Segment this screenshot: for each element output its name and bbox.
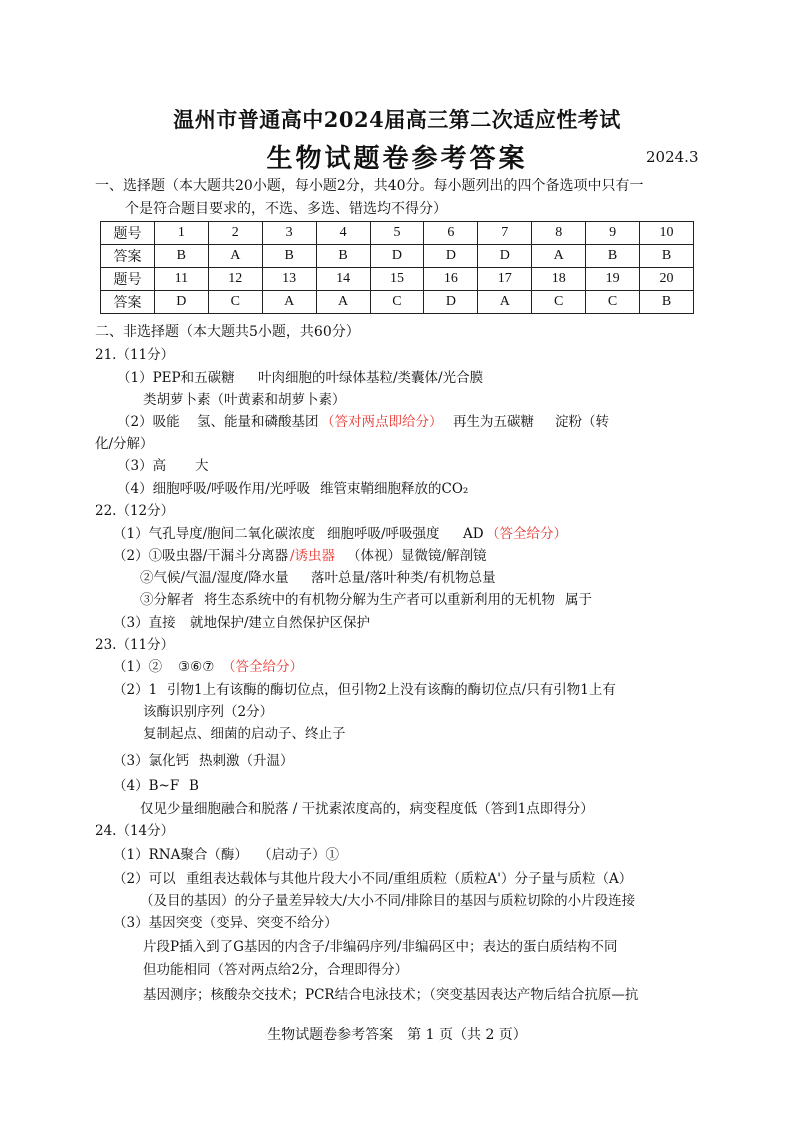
cell: A bbox=[262, 291, 316, 314]
cell: B bbox=[154, 245, 208, 268]
answer-text: （2）吸能 bbox=[117, 414, 180, 430]
answer-text: （3）直接 bbox=[113, 615, 176, 631]
scoring-note: （答对两点即给分） bbox=[321, 414, 443, 430]
answer-text: 氢、能量和磷酸基团 bbox=[197, 414, 319, 430]
table-row bbox=[101, 222, 694, 245]
answer-text: （3）基因突变（变异、突变不给分） bbox=[113, 915, 338, 931]
cell: C bbox=[208, 291, 262, 314]
answer-text: （2）①吸虫器/干漏斗分离器 bbox=[113, 548, 289, 564]
row-label: 答案 bbox=[101, 291, 155, 314]
cell: A bbox=[532, 245, 586, 268]
cell: 7 bbox=[478, 222, 532, 245]
answer-text: 将生态系统中的有机物分解为生产者可以重新利用的无机物 bbox=[204, 592, 555, 608]
answer-text: ②气候/气温/湿度/降水量 bbox=[140, 570, 289, 586]
document-title: 温州市普通高中2024届高三第二次适应性考试 bbox=[173, 107, 621, 132]
row-label: 题号 bbox=[101, 268, 155, 291]
scoring-note: （答全给分） bbox=[486, 526, 567, 542]
cell: B bbox=[262, 245, 316, 268]
scoring-note: /诱虫器 bbox=[290, 548, 336, 564]
cell: D bbox=[478, 245, 532, 268]
answer-text: 引物1上有该酶的酶切位点，但引物2上没有该酶的酶切位点/只有引物1上有 bbox=[167, 682, 616, 698]
section1-heading-cont: 个是符合题目要求的，不选、多选、错选均不得分） bbox=[125, 201, 447, 217]
answer-text: （1）② bbox=[113, 659, 163, 675]
table-row bbox=[101, 268, 694, 291]
cell: A bbox=[316, 291, 370, 314]
cell: C bbox=[370, 291, 424, 314]
table-row bbox=[101, 291, 694, 314]
answer-text: 维管束鞘细胞释放的CO₂ bbox=[320, 481, 469, 497]
answer-text: （1）PEP和五碳糖 bbox=[117, 370, 235, 386]
section1-heading: 一、选择题（本大题共20小题，每小题2分，共40分。每小题列出的四个备选项中只有一 bbox=[95, 178, 644, 194]
cell: 14 bbox=[316, 268, 370, 291]
answer-text: 热刺激（升温） bbox=[199, 753, 294, 769]
cell: 6 bbox=[424, 222, 478, 245]
answer-text: AD bbox=[463, 526, 484, 542]
question-heading: 21.（11分） bbox=[95, 347, 175, 363]
cell: 8 bbox=[532, 222, 586, 245]
answer-text: ③⑥⑦ bbox=[178, 659, 215, 675]
answer-text: （2）1 bbox=[113, 682, 158, 698]
cell: 10 bbox=[640, 222, 694, 245]
document-date: 2024.3 bbox=[646, 148, 699, 166]
cell: 16 bbox=[424, 268, 478, 291]
cell: 4 bbox=[316, 222, 370, 245]
answer-text: 重组表达载体与其他片段大小不同/重组质粒（质粒A'）分子量与质粒（A） bbox=[186, 871, 633, 887]
cell: D bbox=[424, 245, 478, 268]
answer-text: （及目的基因）的分子量差异较大/大小不同/排除目的基因与质粒切除的小片段连接 bbox=[140, 893, 636, 909]
cell: B bbox=[640, 291, 694, 314]
cell: 19 bbox=[586, 268, 640, 291]
answer-text: （1）气孔导度/胞间二氧化碳浓度 bbox=[113, 526, 316, 542]
cell: B bbox=[640, 245, 694, 268]
answer-text: 但功能相同（答对两点给2分，合理即得分） bbox=[143, 962, 409, 978]
answer-text: （启动子）① bbox=[258, 847, 339, 863]
cell: D bbox=[154, 291, 208, 314]
answer-text: （3）氯化钙 bbox=[113, 753, 190, 769]
section2-heading: 二、非选择题（本大题共5小题，共60分） bbox=[95, 324, 360, 340]
answer-text: （体视）显微镜/解剖镜 bbox=[347, 548, 487, 564]
cell: A bbox=[478, 291, 532, 314]
cell: 11 bbox=[154, 268, 208, 291]
answer-text: 叶肉细胞的叶绿体基粒/类囊体/光合膜 bbox=[258, 370, 484, 386]
cell: 13 bbox=[262, 268, 316, 291]
cell: A bbox=[208, 245, 262, 268]
cell: 15 bbox=[370, 268, 424, 291]
question-heading: 24.（14分） bbox=[95, 823, 175, 839]
cell: 5 bbox=[370, 222, 424, 245]
page-footer: 生物试题卷参考答案 第 1 页（共 2 页） bbox=[267, 1027, 527, 1043]
answer-text: （1）RNA聚合（酶） bbox=[113, 847, 248, 863]
cell: C bbox=[586, 291, 640, 314]
cell: D bbox=[424, 291, 478, 314]
answer-text: （4）细胞呼吸/呼吸作用/光呼吸 bbox=[117, 481, 311, 497]
answer-text: 就地保护/建立自然保护区保护 bbox=[190, 615, 371, 631]
answer-text: 基因测序；核酸杂交技术；PCR结合电泳技术；（突变基因表达产物后结合抗原—抗 bbox=[143, 987, 639, 1003]
answer-text: 类胡萝卜素（叶黄素和胡萝卜素） bbox=[143, 392, 346, 408]
answer-text: （3）高 bbox=[117, 458, 167, 474]
cell: 18 bbox=[532, 268, 586, 291]
answer-text: 大 bbox=[195, 458, 209, 474]
cell: 17 bbox=[478, 268, 532, 291]
table-row bbox=[101, 245, 694, 268]
cell: D bbox=[370, 245, 424, 268]
cell: 12 bbox=[208, 268, 262, 291]
answer-text: 落叶总量/落叶种类/有机物总量 bbox=[311, 570, 496, 586]
cell: 1 bbox=[154, 222, 208, 245]
document-subtitle: 生物试题卷参考答案 bbox=[266, 144, 528, 174]
answer-text: （4）B~F bbox=[113, 778, 180, 794]
cell: 2 bbox=[208, 222, 262, 245]
answer-text: 片段P插入到了G基因的内含子/非编码序列/非编码区中；表达的蛋白质结构不同 bbox=[143, 939, 618, 955]
row-label: 答案 bbox=[101, 245, 155, 268]
cell: 20 bbox=[640, 268, 694, 291]
answer-text: 仅见少量细胞融合和脱落 / 干扰素浓度高的，病变程度低（答到1点即得分） bbox=[140, 801, 594, 817]
scoring-note: （答全给分） bbox=[222, 659, 303, 675]
answer-table bbox=[100, 221, 694, 314]
cell: B bbox=[586, 245, 640, 268]
answer-text: 再生为五碳糖 bbox=[453, 414, 534, 430]
cell: B bbox=[316, 245, 370, 268]
cell: 9 bbox=[586, 222, 640, 245]
answer-text: 细胞呼吸/呼吸强度 bbox=[327, 526, 440, 542]
answer-text: （2）可以 bbox=[113, 871, 176, 887]
question-heading: 23.（11分） bbox=[95, 637, 175, 653]
answer-text: B bbox=[189, 778, 199, 794]
answer-text: ③分解者 bbox=[140, 592, 194, 608]
answer-text: 属于 bbox=[565, 592, 592, 608]
answer-text: 淀粉（转 bbox=[555, 414, 609, 430]
cell: C bbox=[532, 291, 586, 314]
answer-text: 该酶识别序列（2分） bbox=[143, 704, 274, 720]
answer-text: 复制起点、细菌的启动子、终止子 bbox=[143, 726, 346, 742]
row-label: 题号 bbox=[101, 222, 155, 245]
cell: 3 bbox=[262, 222, 316, 245]
question-heading: 22.（12分） bbox=[95, 503, 175, 519]
answer-text: 化/分解） bbox=[95, 436, 154, 452]
